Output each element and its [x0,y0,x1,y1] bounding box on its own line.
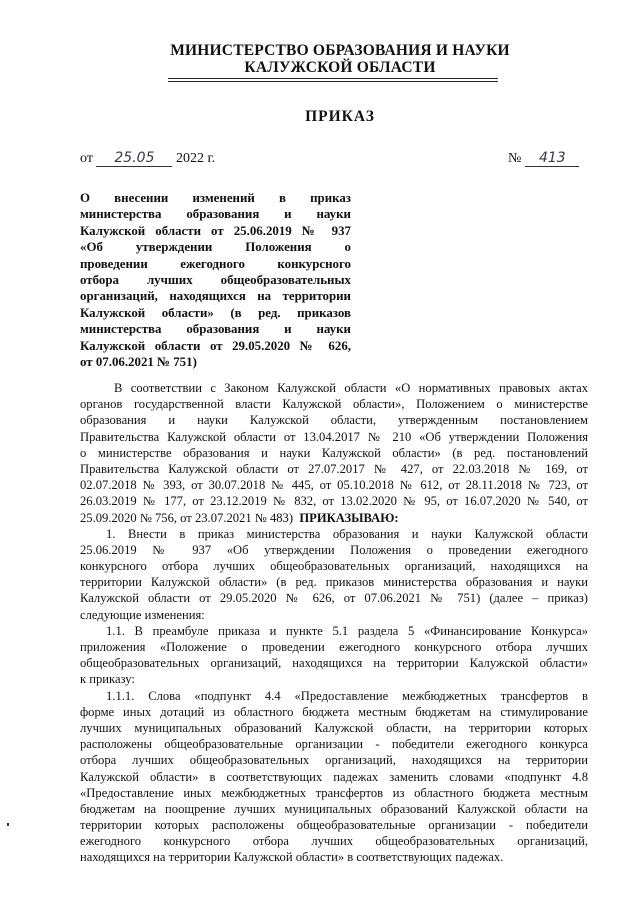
item1-1-1-line: ежегодного конкурсного отбора лучших общеобразовательных организаций, [80,834,588,849]
item1-1-1-line: «Предоставление иных межбюджетных трансфертов из областного бюджета местным [80,785,588,800]
preamble-line-last [80,510,588,526]
ministry-name-line1: МИНИСТЕРСТВО ОБРАЗОВАНИЯ И НАУКИ [170,42,510,59]
item1-1-1-line: форме иных дотаций из областного бюджета местным бюджетам на стимулирование [80,704,588,719]
subject-line: Калужской области» (в ред. приказов [80,305,351,320]
item1-1-1-line: находящихся на территории Калужской области» в соответствующих падежах. [80,850,504,865]
subject-line: организаций, находящихся на территории [80,289,351,304]
item1-1-1-line: территории которых расположены общеобразовательные организации - победители [80,818,588,833]
number-prefix: № [508,151,522,166]
item1-1-line: общеобразовательных организаций, находящихся на территории Калужской области» [80,656,588,671]
subject-line: проведении ежегодного конкурсного [80,256,351,271]
item1-1-1-line: лучших муниципальных образований Калужской области, на территории которых [80,720,588,735]
item1-1-1-line: Калужской области» в соответствующих падежах заменить словами «подпункт 4.8 [80,769,588,784]
preamble-line: 02.07.2018 № 393, от 30.07.2018 № 445, от 05.10.2018 № 612, от 28.11.2018 № 723, от [80,478,588,493]
header-rule-bottom [168,81,498,82]
subject-line: О внесении изменений в приказ [80,191,351,205]
handwritten-number: 413 [525,150,579,167]
item1-1-1-line: отбора лучших общеобразовательных организаций, находящихся на территории [80,753,588,768]
subject-line: Калужской области от 25.06.2019 № 937 [80,223,351,238]
subject-line: отбора лучших общеобразовательных [80,273,351,288]
preamble-line: Правительства Калужской области от 27.07.2017 № 427, от 22.03.2018 № 169, от [80,461,588,476]
subject-line: министерства образования и науки [80,322,351,337]
subject-line: от 07.06.2021 № 751) [80,355,197,370]
order-date [80,150,215,167]
order-subject [80,190,351,370]
item1-line: Калужской области от 29.05.2020 № 626, от 07.06.2021 № 751) (далее – приказ) [80,591,588,606]
ministry-name-line2: КАЛУЖСКОЙ ОБЛАСТИ [244,59,436,76]
margin-speck [7,823,9,826]
item1-line: 1. Внести в приказ министерства образования и науки Калужской области [106,526,588,541]
date-year: 2022 г. [175,151,216,166]
item1-line: территории Калужской области» (в ред. приказов министерства образования и науки [80,575,588,590]
subject-line: министерства образования и науки [80,207,351,222]
preamble-line: о министерстве образования и науки Калужской области» (в ред. постановлений [80,445,588,460]
subject-line: Калужской области от 29.05.2020 № 626, [80,338,351,353]
item1-line: конкурсного отбора лучших общеобразовательных организаций, находящихся на [80,559,588,574]
order-body [80,380,588,866]
handwritten-date: 25.05 [96,150,172,167]
subject-line: «Об утверждении Положения о [80,240,351,255]
preamble-line: Правительства Калужской области от 13.04.2017 № 210 «Об утверждении Положения [80,429,588,444]
item1-1-line: приложения «Положение о проведении ежегодного конкурсного отбора лучших [80,640,588,654]
preamble-line: В соответствии с Законом Калужской области «О нормативных правовых актах [114,381,588,395]
prikazyvayu-heading: ПРИКАЗЫВАЮ: [299,510,399,525]
item1-1-1-line: 1.1.1. Слова «подпункт 4.4 «Предоставление межбюджетных трансфертов в [106,688,588,703]
item1-1-line: к приказу: [80,672,135,687]
item1-1-1-line: бюджетам на поощрение лучших муниципальных образований Калужской области на [80,801,588,816]
header-rule-top [168,78,498,79]
preamble-end: 25.09.2020 № 756, от 23.07.2021 № 483) [80,510,294,525]
item1-1-1-line: расположены общеобразовательные организации - победители ежегодного конкурса [80,737,588,752]
item1-line: 25.06.2019 № 937 «Об утверждении Положения о проведении ежегодного [80,542,588,557]
item1-1-line: 1.1. В преамбуле приказа и пункте 5.1 раздела 5 «Финансирование Конкурса» [106,623,588,638]
order-number [508,150,579,167]
date-prefix: от [80,151,93,166]
item1-line: следующие изменения: [80,607,205,622]
preamble-line: органов государственной власти Калужской области», Положением о министерстве [80,397,588,412]
preamble-line: 26.03.2019 № 177, от 23.12.2019 № 832, от 13.02.2020 № 95, от 16.07.2020 № 540, от [80,494,588,509]
document-title: ПРИКАЗ [305,108,375,125]
preamble-line: образования и науки Калужской области, утвержденным постановлением [80,413,588,428]
